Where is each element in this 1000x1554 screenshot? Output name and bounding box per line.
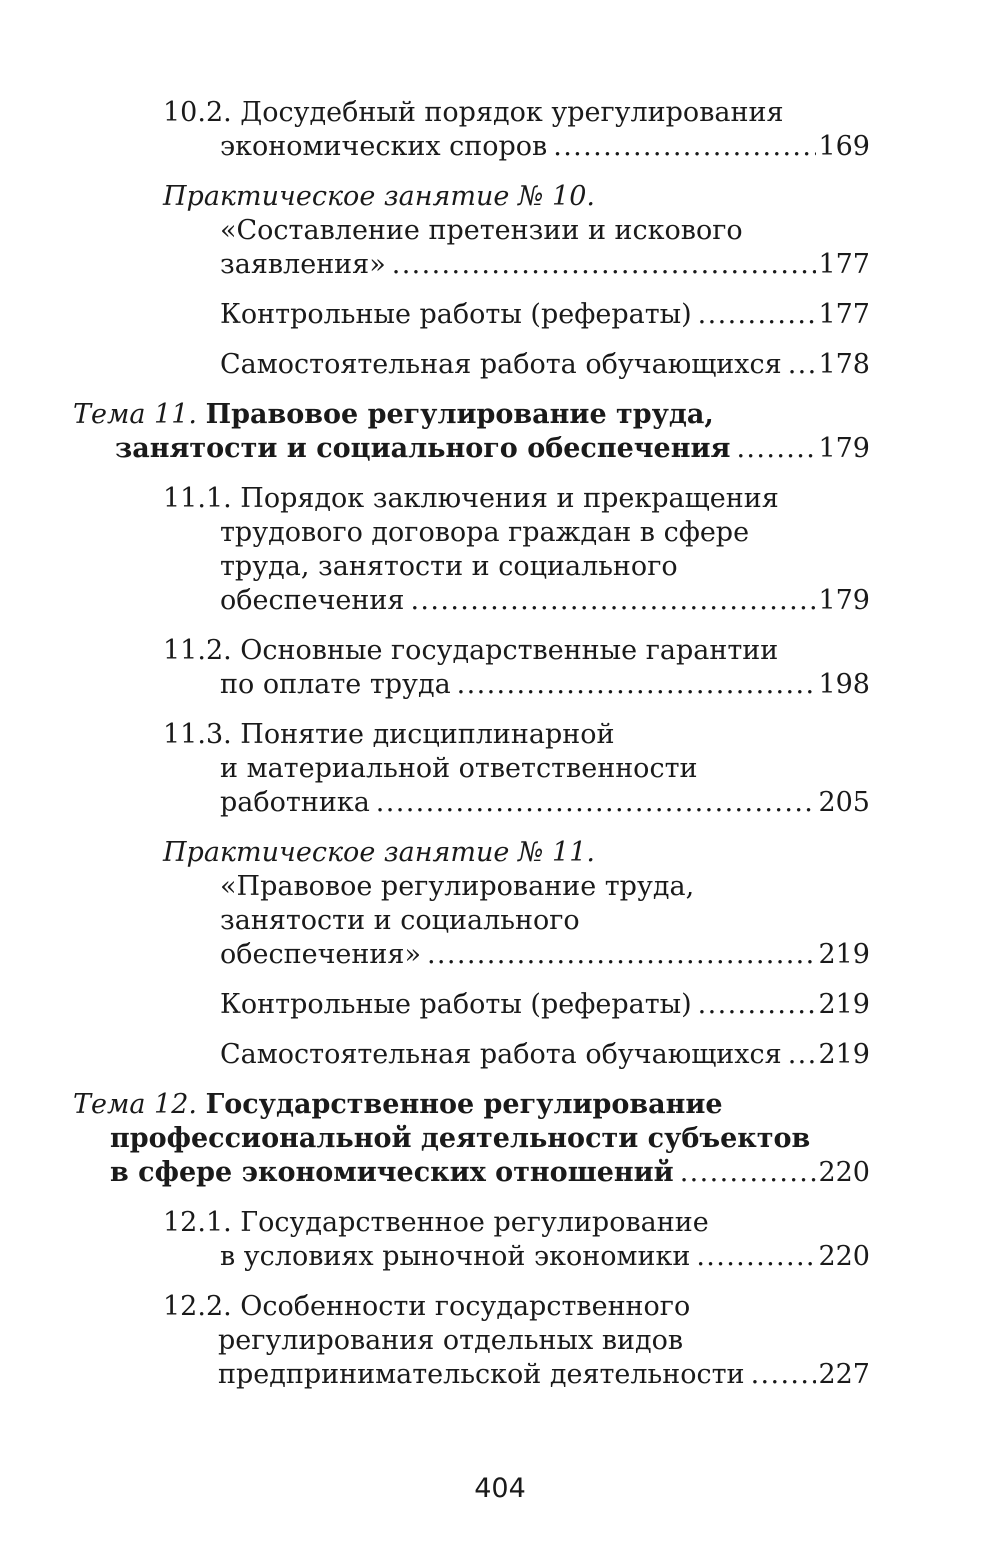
toc-entry-text: Практическое занятие № 11. — [163, 837, 595, 868]
table-of-contents — [0, 96, 1000, 1392]
topic-number: Тема 12. — [73, 1089, 197, 1120]
toc-entry-tests-11[interactable] — [0, 988, 1000, 1022]
toc-entry-text: Контрольные работы (рефераты) — [220, 299, 692, 330]
page-ref: 178 — [818, 349, 870, 380]
page-ref: 220 — [818, 1157, 870, 1188]
dot-leader — [751, 1358, 817, 1392]
toc-entry-text: работника — [220, 787, 370, 818]
toc-entry-text: 12.2. Особенности государственного — [163, 1291, 691, 1322]
page-ref: 219 — [818, 989, 870, 1020]
toc-entry-text: Практическое занятие № 10. — [163, 181, 595, 212]
toc-entry-text: Самостоятельная работа обучающихся — [220, 1039, 782, 1070]
page-ref: 177 — [818, 249, 870, 280]
toc-entry-tests-10[interactable] — [0, 298, 1000, 332]
topic-title: Правовое регулирование труда, — [205, 399, 714, 430]
toc-entry-text: и материальной ответственности — [220, 753, 698, 784]
toc-entry-text: в условиях рыночной экономики — [220, 1241, 691, 1272]
toc-entry-text: «Составление претензии и искового — [220, 215, 743, 246]
dot-leader — [376, 786, 817, 820]
toc-entry-text: предпринимательской деятельности — [218, 1359, 745, 1390]
toc-entry-12-2[interactable] — [0, 1290, 1000, 1392]
page-ref: 205 — [818, 787, 870, 818]
toc-entry-text: Контрольные работы (рефераты) — [220, 989, 692, 1020]
toc-entry-text: обеспечения» — [220, 939, 421, 970]
topic-number: Тема 11. — [73, 399, 197, 430]
topic-title: Государственное регулирование — [205, 1089, 723, 1120]
dot-leader — [736, 432, 816, 466]
toc-entry-selfwork-10[interactable] — [0, 348, 1000, 382]
dot-leader — [788, 348, 817, 382]
toc-entry-11-2[interactable] — [0, 634, 1000, 702]
dot-leader — [427, 938, 816, 972]
page-ref: 179 — [818, 585, 870, 616]
toc-entry-text: экономических споров — [220, 131, 548, 162]
toc-entry-text: обеспечения — [220, 585, 405, 616]
dot-leader — [410, 584, 816, 618]
toc-entry-text: 12.1. Государственное регулирование — [163, 1207, 709, 1238]
dot-leader — [696, 1240, 816, 1274]
toc-topic-12[interactable] — [0, 1088, 1000, 1190]
dot-leader — [392, 248, 817, 282]
toc-entry-text: 11.2. Основные государственные гарантии — [163, 635, 779, 666]
topic-title: профессиональной деятельности субъектов — [110, 1123, 811, 1154]
toc-entry-11-3[interactable] — [0, 718, 1000, 820]
toc-entry-text: Самостоятельная работа обучающихся — [220, 349, 782, 380]
toc-entry-text: регулирования отдельных видов — [218, 1325, 684, 1356]
toc-entry-text: занятости и социального — [220, 905, 580, 936]
dot-leader — [698, 298, 817, 332]
page-ref: 219 — [818, 939, 870, 970]
dot-leader — [457, 668, 817, 702]
toc-entry-practice-11[interactable] — [0, 836, 1000, 972]
dot-leader — [680, 1156, 817, 1190]
toc-entry-practice-10[interactable] — [0, 180, 1000, 282]
toc-entry-text: труда, занятости и социального — [220, 551, 678, 582]
toc-entry-text: 10.2. Досудебный порядок урегулирования — [163, 97, 784, 128]
toc-entry-10-2[interactable] — [0, 96, 1000, 164]
toc-entry-12-1[interactable] — [0, 1206, 1000, 1274]
topic-title: в сфере экономических отношений — [110, 1157, 674, 1188]
toc-topic-11[interactable] — [0, 398, 1000, 466]
toc-entry-11-1[interactable] — [0, 482, 1000, 618]
toc-entry-text: по оплате труда — [220, 669, 451, 700]
toc-entry-text: 11.1. Порядок заключения и прекращения — [163, 483, 779, 514]
toc-entry-selfwork-11[interactable] — [0, 1038, 1000, 1072]
page-ref: 219 — [818, 1039, 870, 1070]
page-ref: 169 — [818, 131, 870, 162]
page-number: 404 — [474, 1473, 526, 1504]
page-ref: 177 — [818, 299, 870, 330]
toc-entry-text: «Правовое регулирование труда, — [220, 871, 695, 902]
toc-entry-text: заявления» — [220, 249, 386, 280]
page-ref: 220 — [818, 1241, 870, 1272]
dot-leader — [788, 1038, 817, 1072]
topic-title: занятости и социального обеспечения — [115, 433, 731, 464]
page-ref: 198 — [818, 669, 870, 700]
toc-entry-text: трудового договора граждан в сфере — [220, 517, 750, 548]
page-ref: 227 — [818, 1359, 870, 1390]
page-ref: 179 — [818, 433, 870, 464]
toc-entry-text: 11.3. Понятие дисциплинарной — [163, 719, 615, 750]
dot-leader — [553, 130, 816, 164]
dot-leader — [698, 988, 817, 1022]
